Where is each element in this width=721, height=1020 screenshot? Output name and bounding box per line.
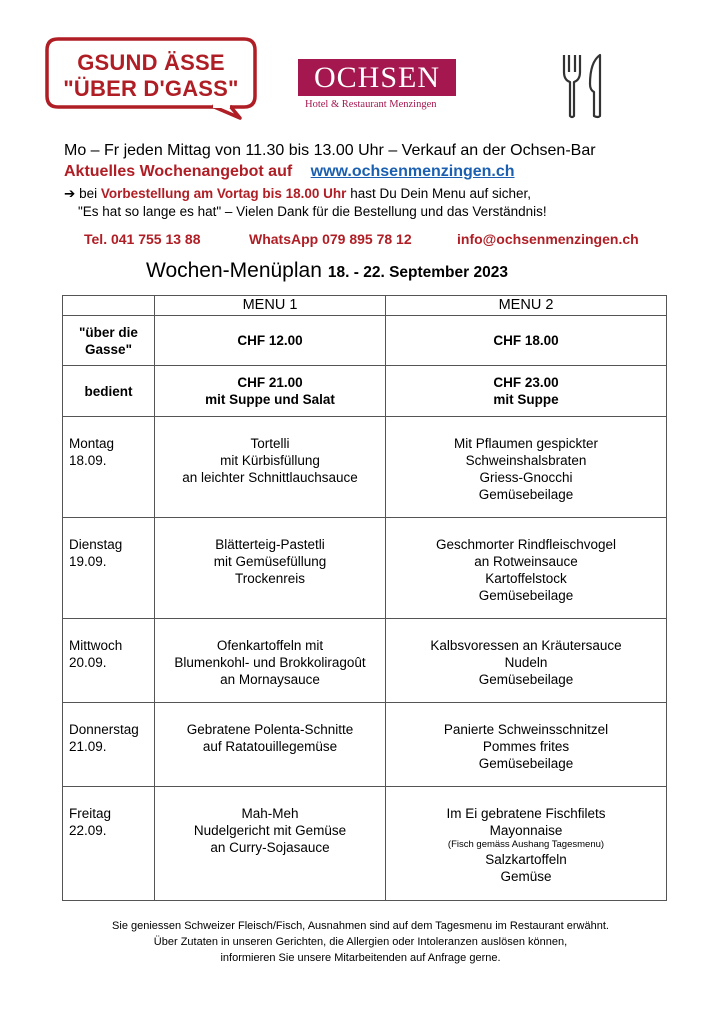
dish-line: auf Ratatouillegemüse: [202, 739, 338, 754]
weekly-offer-line: [64, 163, 515, 181]
price-label-takeaway: "über die Gasse": [63, 316, 155, 366]
dish-line: Blumenkohl- und Brokkoliragoût: [174, 655, 366, 670]
price-takeaway-menu-1: CHF 12.00: [155, 316, 386, 366]
dish-line: mit Kürbisfüllung: [220, 453, 320, 468]
preorder-rest: hast Du Dein Menu auf sicher,: [350, 186, 532, 201]
gsund-asse-logo: [44, 36, 258, 120]
table-header-row: [63, 296, 667, 316]
day-name: Mittwoch: [69, 638, 123, 653]
price-served-menu-2-extra: mit Suppe: [493, 392, 559, 407]
menu-2-dish: [386, 417, 667, 518]
preorder-prefix: bei: [79, 186, 98, 201]
dish-line: Gemüse: [500, 869, 552, 884]
dish-line: Blätterteig-Pastetli: [215, 537, 325, 552]
whatsapp-number[interactable]: WhatsApp 079 895 78 12: [249, 231, 412, 247]
dish-line: Mah-Meh: [241, 806, 299, 821]
day-cell: [63, 619, 155, 703]
menu-1-dish: [155, 787, 386, 901]
menu-2-dish: [386, 787, 667, 901]
dish-line: an leichter Schnittlauchsauce: [182, 470, 358, 485]
dish-line: Gemüsebeilage: [478, 487, 574, 502]
preorder-highlight: Vorbestellung am Vortag bis 18.00 Uhr: [100, 186, 347, 201]
ochsen-brand: [298, 59, 458, 110]
dish-line: Gemüsebeilage: [478, 588, 574, 603]
day-name: Montag: [69, 436, 115, 451]
price-served-menu-1: [155, 366, 386, 417]
day-name: Freitag: [69, 806, 112, 821]
day-name: Donnerstag: [69, 722, 139, 737]
price-label-served: bedient: [63, 366, 155, 417]
footer-line: Über Zutaten in unseren Gerichten, die Allergien oder Intoleranzen auslösen können,: [153, 936, 568, 948]
header-menu-1: MENU 1: [155, 296, 386, 316]
dish-line: an Mornaysauce: [220, 672, 320, 687]
table-row: [63, 417, 667, 518]
dish-line: Tortelli: [250, 436, 290, 451]
website-link[interactable]: www.ochsenmenzingen.ch: [310, 163, 515, 180]
dish-line: Mit Pflaumen gespickter: [453, 436, 599, 451]
dish-line: Mayonnaise: [489, 823, 563, 838]
table-row: [63, 619, 667, 703]
footer-line: informieren Sie unsere Mitarbeitenden auf Anfrage gerne.: [220, 952, 501, 964]
dish-line: an Curry-Sojasauce: [210, 840, 330, 855]
logo-line-1: GSUND ÄSSE: [77, 50, 225, 75]
menu-2-dish: [386, 703, 667, 787]
preorder-line-1: [64, 186, 531, 202]
menu-2-dish: [386, 619, 667, 703]
price-served-menu-2-amount: CHF 23.00: [493, 375, 559, 390]
dish-line: Griess-Gnocchi: [479, 470, 573, 485]
dish-line: Panierte Schweinsschnitzel: [443, 722, 609, 737]
header-menu-2: MENU 2: [386, 296, 667, 316]
day-date: 18.09.: [69, 453, 107, 468]
dish-line: Geschmorter Rindfleischvogel: [435, 537, 617, 552]
day-cell: [63, 703, 155, 787]
price-row-served: [63, 366, 667, 417]
table-row: [63, 703, 667, 787]
dish-line: Im Ei gebratene Fischfilets: [446, 806, 606, 821]
dish-line: Gemüsebeilage: [478, 672, 574, 687]
phone-number[interactable]: Tel. 041 755 13 88: [84, 231, 201, 247]
day-cell: [63, 787, 155, 901]
arrow-right-icon: ➔: [64, 186, 76, 201]
logo-line-2: "ÜBER D'GASS": [63, 76, 239, 101]
title-dates: 18. - 22. September 2023: [327, 264, 508, 281]
dish-line: an Rotweinsauce: [474, 554, 578, 569]
menu-2-dish: [386, 518, 667, 619]
brand-name: OCHSEN: [298, 59, 456, 96]
preorder-line-2: "Es hat so lange es hat" – Vielen Dank für die Bestellung und das Verständnis!: [78, 204, 547, 219]
dish-line: Gebratene Polenta-Schnitte: [186, 722, 354, 737]
brand-subtitle: Hotel & Restaurant Menzingen: [305, 99, 437, 110]
day-cell: [63, 417, 155, 518]
price-takeaway-menu-2: CHF 18.00: [386, 316, 667, 366]
price-served-menu-2: [386, 366, 667, 417]
dish-line: Gemüsebeilage: [478, 756, 574, 771]
footer-line: Sie geniessen Schweizer Fleisch/Fisch, Ausnahmen sind auf dem Tagesmenu im Restaurant erwähnt.: [112, 920, 609, 932]
dish-line: mit Gemüsefüllung: [213, 554, 327, 569]
day-date: 22.09.: [69, 823, 107, 838]
menu-1-dish: [155, 417, 386, 518]
dish-line: Nudeln: [504, 655, 548, 670]
dish-line: Kartoffelstock: [485, 571, 567, 586]
menu-1-dish: [155, 619, 386, 703]
footer-note: [0, 918, 721, 966]
opening-hours: Mo – Fr jeden Mittag von 11.30 bis 13.00 Uhr – Verkauf an der Ochsen-Bar: [64, 142, 596, 159]
menu-1-dish: [155, 703, 386, 787]
price-row-takeaway: [63, 316, 667, 366]
dish-line: Salzkartoffeln: [485, 852, 567, 867]
dish-line: Ofenkartoffeln mit: [216, 638, 324, 653]
day-name: Dienstag: [69, 537, 123, 552]
header-empty-cell: [63, 296, 155, 316]
dish-line: Pommes frites: [482, 739, 570, 754]
day-date: 19.09.: [69, 554, 107, 569]
day-date: 21.09.: [69, 739, 107, 754]
menu-table: [62, 295, 667, 901]
menu-1-dish: [155, 518, 386, 619]
day-cell: [63, 518, 155, 619]
dish-line: Kalbsvoressen an Kräutersauce: [430, 638, 622, 653]
day-date: 20.09.: [69, 655, 107, 670]
price-served-menu-1-extra: mit Suppe und Salat: [205, 392, 335, 407]
page-title: [146, 259, 508, 283]
cutlery-icon: [560, 52, 610, 120]
dish-line: Schweinshalsbraten: [465, 453, 587, 468]
dish-note: (Fisch gemäss Aushang Tagesmenu): [447, 839, 605, 850]
offer-label: Aktuelles Wochenangebot auf: [64, 163, 293, 180]
price-served-menu-1-amount: CHF 21.00: [237, 375, 303, 390]
table-row: [63, 787, 667, 901]
dish-line: Trockenreis: [234, 571, 306, 586]
email-link[interactable]: info@ochsenmenzingen.ch: [457, 231, 639, 247]
dish-line: Nudelgericht mit Gemüse: [193, 823, 347, 838]
title-main: Wochen-Menüplan: [146, 259, 322, 282]
table-row: [63, 518, 667, 619]
